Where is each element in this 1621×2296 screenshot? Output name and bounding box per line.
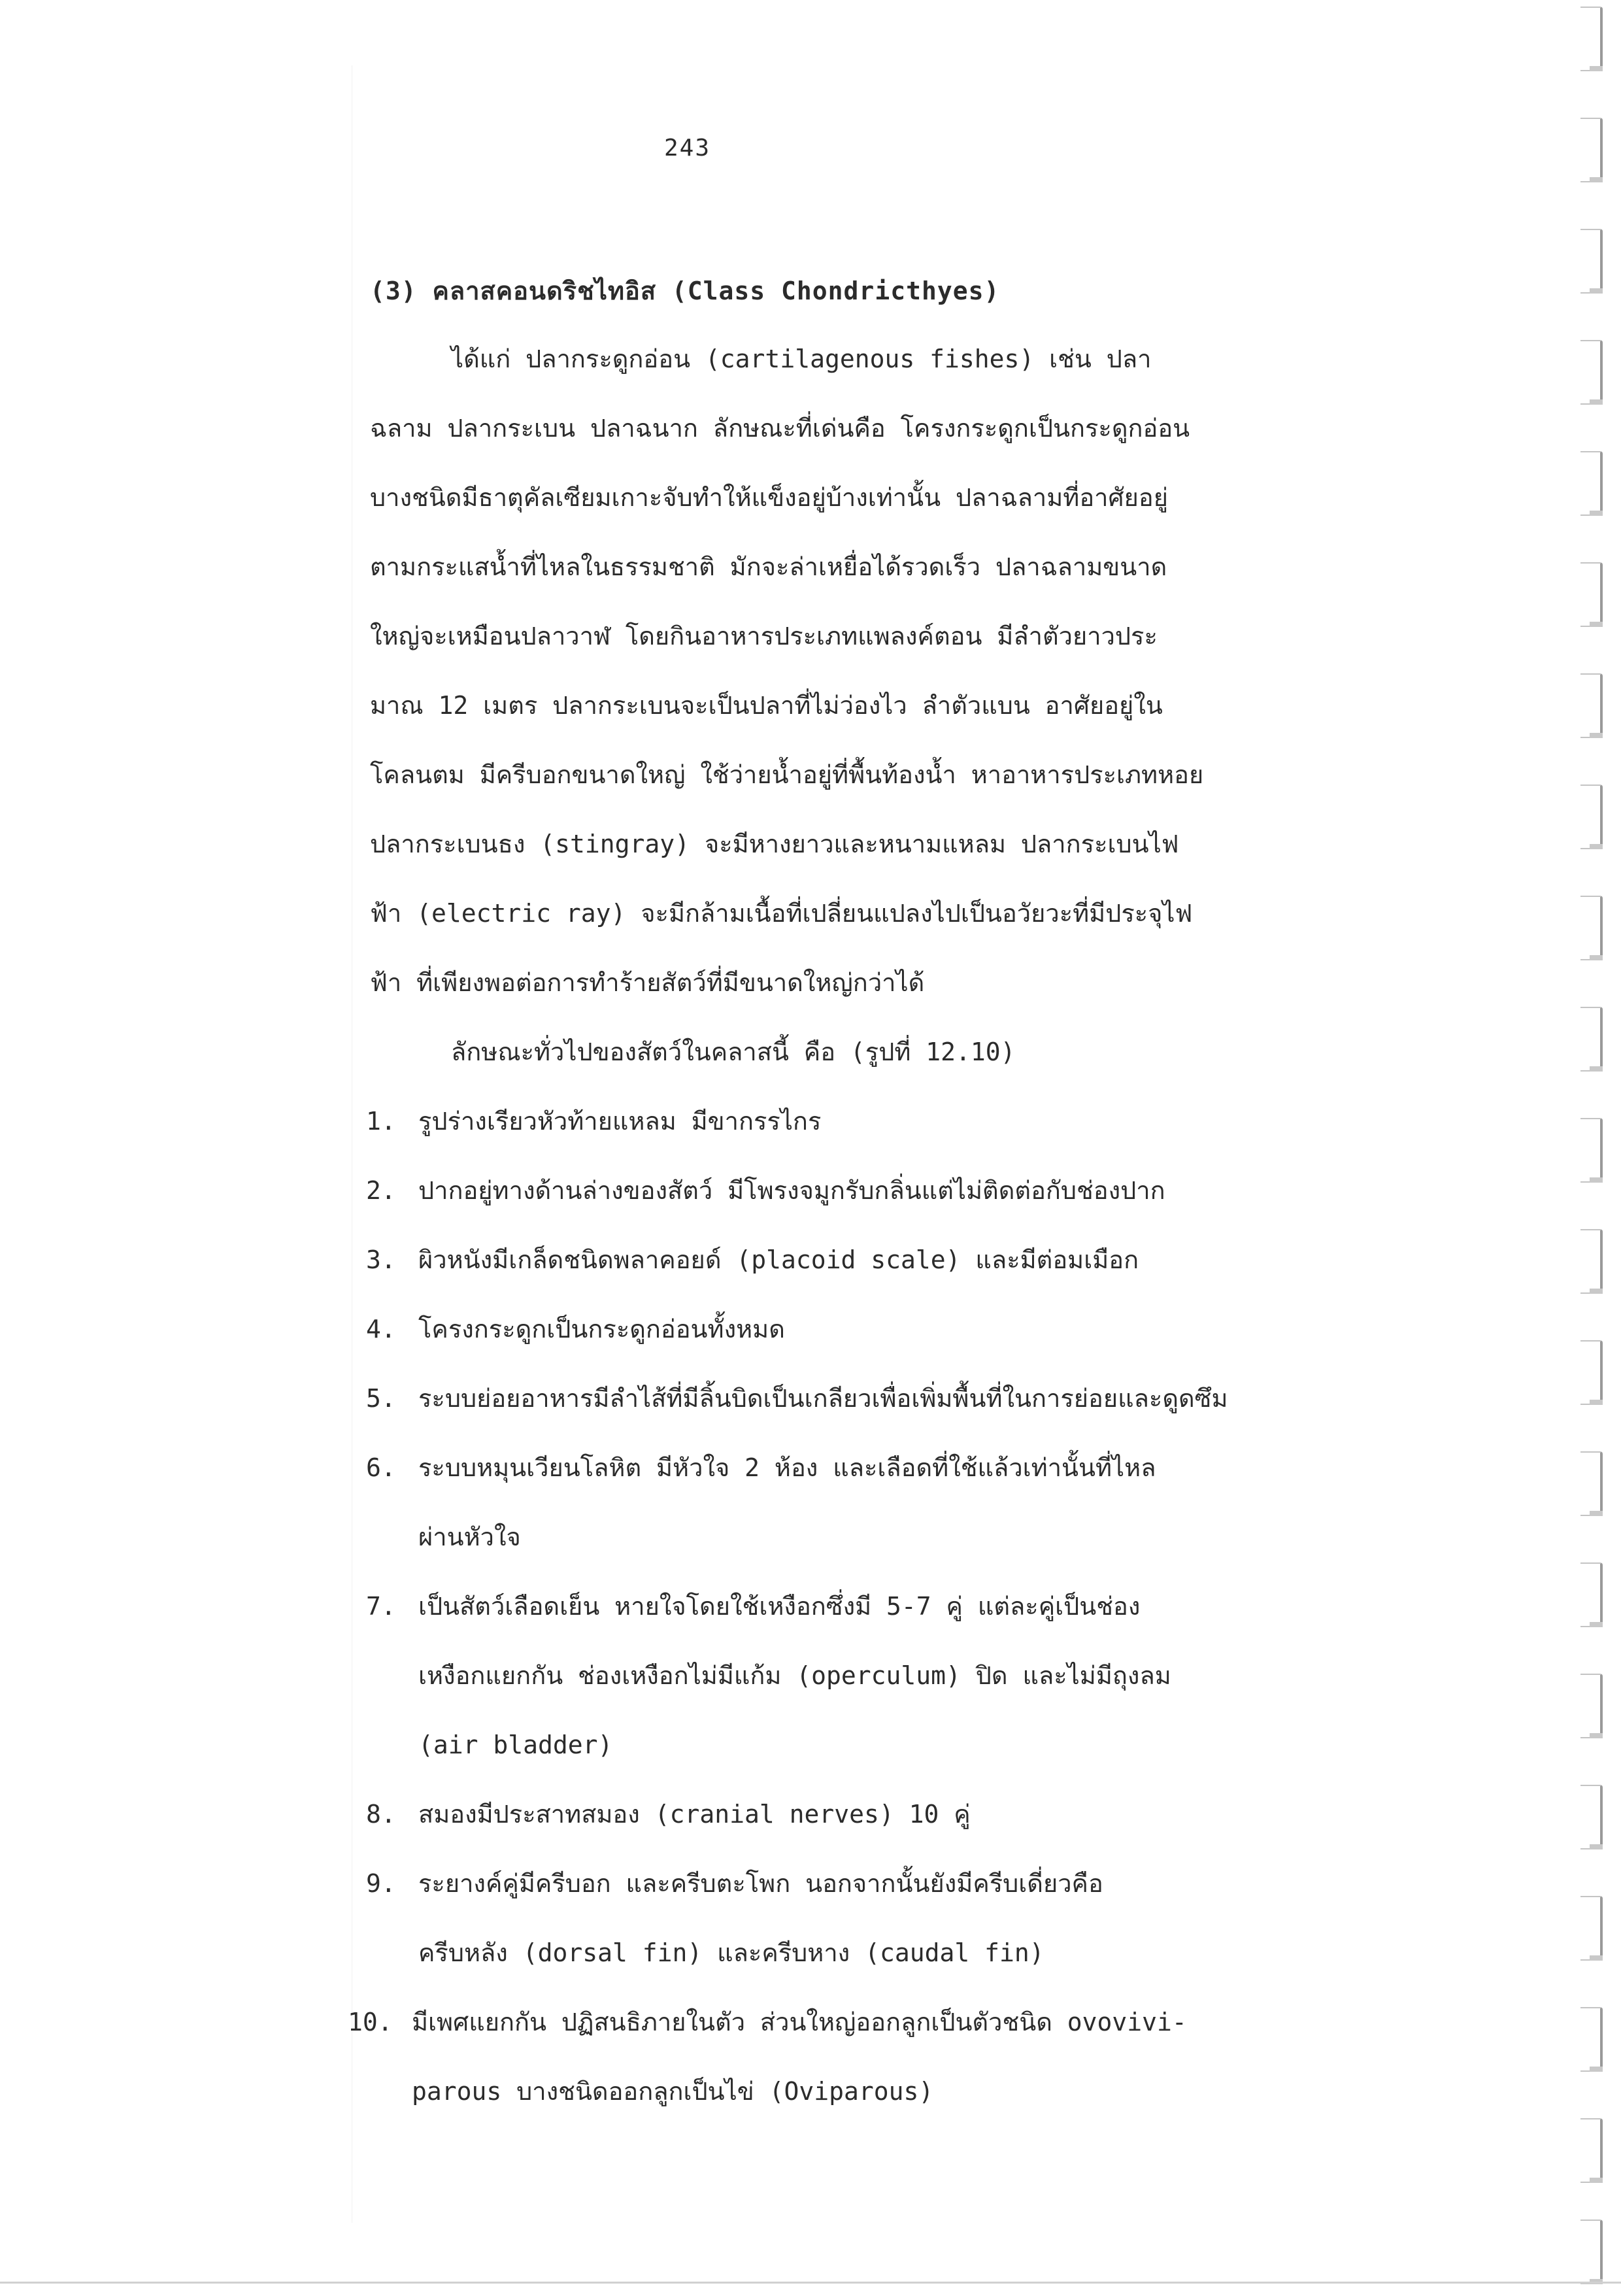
list-item-text: ปากอยู่ทางด้านล่างของสัตว์ มีโพรงจมูกรับกลิ่นแต่ไม่ติดต่อกับช่องปาก: [418, 1176, 1165, 1205]
list-item-text: ผ่านหัวใจ: [418, 1523, 521, 1551]
binding-tab: [1580, 2220, 1603, 2284]
binding-tab: [1580, 562, 1603, 627]
binding-tab: [1580, 896, 1603, 960]
binding-tab: [1580, 118, 1603, 182]
binding-tab: [1580, 1340, 1603, 1405]
list-item-text: เหงือกแยกกัน ช่องเหงือกไม่มีแก้ม (operculum) ปิด และไม่มีถุงลม: [418, 1661, 1171, 1690]
paragraph-line: บางชนิดมีธาตุคัลเซียมเกาะจับทำให้แข็งอยู่บ้างเท่านั้น ปลาฉลามที่อาศัยอยู่: [370, 483, 1168, 512]
binding-tab: [1580, 1118, 1603, 1183]
list-item-text: ระบบย่อยอาหารมีลำไส้ที่มีลิ้นบิดเป็นเกลียวเพื่อเพิ่มพื้นที่ในการย่อยและดูดซึม: [418, 1384, 1228, 1413]
binding-tab: [1580, 1562, 1603, 1627]
bottom-edge-line: [0, 2282, 1621, 2284]
list-item-number: 10.: [348, 2008, 393, 2036]
binding-tab: [1580, 451, 1603, 516]
paragraph-line: โคลนตม มีครีบอกขนาดใหญ่ ใช้ว่ายน้ำอยู่ที่พื้นท้องน้ำ หาอาหารประเภทหอย: [370, 760, 1204, 789]
list-item-text: สมองมีประสาทสมอง (cranial nerves) 10 คู่: [418, 1800, 971, 1829]
list-intro: ลักษณะทั่วไปของสัตว์ในคลาสนี้ คือ (รูปที่ 12.10): [451, 1038, 1016, 1066]
list-item-text: ระยางค์คู่มีครีบอก และครีบตะโพก นอกจากนั้นยังมีครีบเดี่ยวคือ: [418, 1869, 1103, 1898]
list-item-number: 1.: [366, 1107, 396, 1136]
list-item-text: ระบบหมุนเวียนโลหิต มีหัวใจ 2 ห้อง และเลือดที่ใช้แล้วเท่านั้นที่ไหล: [418, 1453, 1156, 1482]
list-item-number: 3.: [366, 1245, 396, 1274]
binding-tab: [1580, 2118, 1603, 2183]
paragraph-line: ตามกระแสน้ำที่ไหลในธรรมชาติ มักจะล่าเหยื่อได้รวดเร็ว ปลาฉลามขนาด: [370, 552, 1167, 581]
list-item-text: รูปร่างเรียวหัวท้ายแหลม มีขากรรไกร: [418, 1107, 822, 1136]
binding-margin: [1569, 0, 1621, 2296]
list-item-number: 9.: [366, 1869, 396, 1898]
section-heading: (3) คลาสคอนดริชไทอิส (Class Chondricthyes): [370, 277, 1000, 305]
list-item-number: 4.: [366, 1315, 396, 1343]
list-item-text: parous บางชนิดออกลูกเป็นไข่ (Oviparous): [412, 2077, 934, 2106]
list-item-text: ผิวหนังมีเกล็ดชนิดพลาคอยด์ (placoid scale) และมีต่อมเมือก: [418, 1245, 1139, 1274]
binding-tab: [1580, 340, 1603, 405]
binding-tab: [1580, 1896, 1603, 1961]
binding-tab: [1580, 1007, 1603, 1072]
binding-tab: [1580, 1451, 1603, 1516]
list-item-text: (air bladder): [418, 1730, 613, 1759]
list-item-text: เป็นสัตว์เลือดเย็น หายใจโดยใช้เหงือกซึ่งมี 5-7 คู่ แต่ละคู่เป็นช่อง: [418, 1592, 1141, 1621]
binding-tab: [1580, 1674, 1603, 1738]
paragraph-line: ฟ้า ที่เพียงพอต่อการทำร้ายสัตว์ที่มีขนาดใหญ่กว่าได้: [370, 968, 925, 997]
binding-tab: [1580, 785, 1603, 849]
list-item-number: 6.: [366, 1453, 396, 1482]
list-item-number: 7.: [366, 1592, 396, 1621]
list-item-number: 2.: [366, 1176, 396, 1205]
paragraph-line: ใหญ่จะเหมือนปลาวาฬ โดยกินอาหารประเภทแพลงค์ตอน มีลำตัวยาวประ: [370, 622, 1158, 650]
list-item-number: 5.: [366, 1384, 396, 1413]
paragraph-line: ฉลาม ปลากระเบน ปลาฉนาก ลักษณะที่เด่นคือ โครงกระดูกเป็นกระดูกอ่อน: [370, 414, 1190, 443]
binding-tab: [1580, 673, 1603, 738]
list-item-number: 8.: [366, 1800, 396, 1829]
list-item-text: โครงกระดูกเป็นกระดูกอ่อนทั้งหมด: [418, 1315, 785, 1343]
paragraph-line: ได้แก่ ปลากระดูกอ่อน (cartilagenous fishes) เช่น ปลา: [451, 345, 1152, 373]
page-number: 243: [664, 135, 711, 161]
binding-tab: [1580, 2007, 1603, 2072]
binding-tab: [1580, 1785, 1603, 1849]
binding-tab: [1580, 229, 1603, 294]
binding-tab: [1580, 1229, 1603, 1294]
paragraph-line: ปลากระเบนธง (stingray) จะมีหางยาวและหนามแหลม ปลากระเบนไฟ: [370, 830, 1179, 858]
list-item-text: ครีบหลัง (dorsal fin) และครีบหาง (caudal fin): [418, 1938, 1044, 1967]
paragraph-line: มาณ 12 เมตร ปลากระเบนจะเป็นปลาที่ไม่ว่องไว ลำตัวแบน อาศัยอยู่ใน: [370, 691, 1163, 720]
paragraph-line: ฟ้า (electric ray) จะมีกล้ามเนื้อที่เปลี่ยนแปลงไปเป็นอวัยวะที่มีประจุไฟ: [370, 899, 1193, 928]
binding-tab: [1580, 7, 1603, 71]
list-item-text: มีเพศแยกกัน ปฏิสนธิภายในตัว ส่วนใหญ่ออกลูกเป็นตัวชนิด ovovivi-: [412, 2008, 1187, 2036]
